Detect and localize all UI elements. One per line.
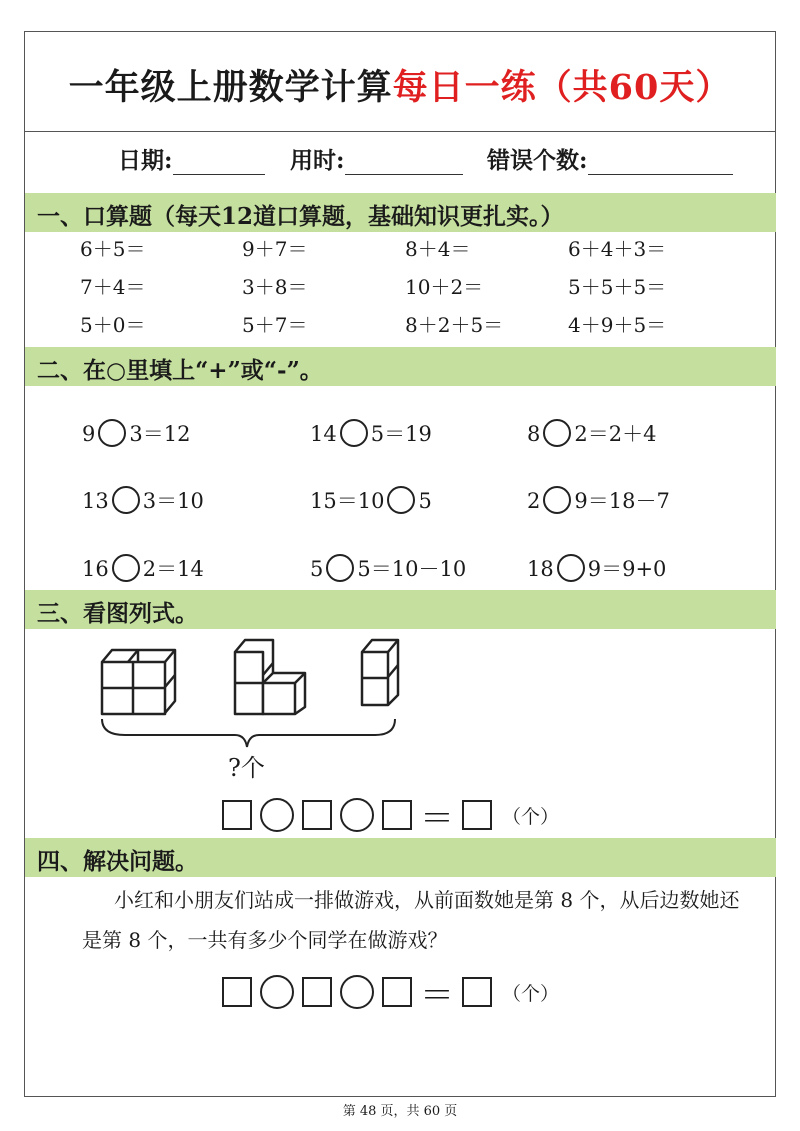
cube-group-1	[102, 650, 175, 714]
answer-box[interactable]	[302, 977, 332, 1007]
answer-box[interactable]	[462, 977, 492, 1007]
fill-right: 5	[418, 489, 432, 513]
fill-problem	[527, 553, 666, 585]
answer-box[interactable]	[382, 800, 412, 830]
fill-problem	[527, 418, 656, 450]
oral-problem: 6＋4＋3＝	[568, 237, 667, 261]
brace	[102, 719, 395, 747]
oral-problem: 6＋5＝	[80, 237, 146, 261]
time-field[interactable]	[290, 142, 463, 175]
oral-problem: 8＋2＋5＝	[405, 313, 504, 337]
fill-left: 9	[82, 422, 96, 446]
cube-group-3	[362, 640, 398, 705]
answer-box[interactable]	[222, 800, 252, 830]
section-3-header	[25, 590, 776, 629]
section-4-header	[25, 838, 776, 877]
title-highlight: 每日一练（共60天）	[392, 67, 732, 108]
fill-right: 2＝2＋4	[574, 422, 657, 446]
question-label: ?个	[228, 754, 265, 782]
errors-label: 错误个数:	[487, 147, 588, 174]
cube-group-2	[235, 640, 305, 714]
operator-circle[interactable]	[557, 554, 585, 582]
oral-problem: 3＋8＝	[242, 275, 308, 299]
fill-problem	[310, 485, 432, 517]
fill-left: 13	[82, 489, 109, 513]
fill-problem	[82, 418, 190, 450]
fill-problem	[310, 418, 432, 450]
fill-left: 14	[310, 422, 337, 446]
oral-problem: 8＋4＝	[405, 237, 471, 261]
fill-problem	[82, 485, 204, 517]
oral-problem: 5＋5＋5＝	[568, 275, 667, 299]
fill-problem	[82, 553, 204, 585]
operator-circle[interactable]	[543, 419, 571, 447]
fill-right: 9＝18－7	[574, 489, 670, 513]
answer-box[interactable]	[302, 800, 332, 830]
operator-circle[interactable]	[260, 798, 294, 832]
fill-left: 2	[527, 489, 541, 513]
oral-problem: 9＋7＝	[242, 237, 308, 261]
fill-left: 18	[527, 557, 554, 581]
operator-circle[interactable]	[340, 798, 374, 832]
fill-right: 5＝19	[370, 422, 432, 446]
operator-circle[interactable]	[112, 486, 140, 514]
answer-box[interactable]	[222, 977, 252, 1007]
operator-circle[interactable]	[326, 554, 354, 582]
equals-sign: ＝	[420, 798, 454, 839]
fill-left: 15＝10	[310, 489, 385, 513]
fill-right: 2＝14	[142, 557, 204, 581]
fill-problem	[310, 553, 466, 585]
time-label: 用时:	[290, 147, 345, 174]
fill-right: 5＝10－10	[357, 557, 467, 581]
fill-left: 8	[527, 422, 541, 446]
operator-circle[interactable]	[98, 419, 126, 447]
errors-field[interactable]	[487, 142, 733, 175]
fill-right: 9＝9+0	[587, 557, 667, 581]
section-3-title: 三、看图列式。	[37, 600, 198, 627]
operator-circle[interactable]	[340, 419, 368, 447]
answer-box[interactable]	[382, 977, 412, 1007]
fill-left: 5	[310, 557, 324, 581]
oral-problem: 5＋0＝	[80, 313, 146, 337]
operator-circle[interactable]	[387, 486, 415, 514]
fill-right: 3＝10	[142, 489, 204, 513]
operator-circle[interactable]	[340, 975, 374, 1009]
section-2-title: 二、在○里填上“+”或“-”。	[37, 357, 323, 384]
section-1-title: 一、口算题（每天12道口算题，基础知识更扎实。）	[37, 203, 564, 230]
title-main: 一年级上册数学计算	[68, 67, 393, 108]
section-2-header	[25, 347, 776, 386]
fill-left: 16	[82, 557, 109, 581]
date-field[interactable]	[118, 142, 265, 175]
picture-equation	[218, 789, 559, 840]
page-footer: 第 48 页，共 60 页	[342, 1104, 458, 1119]
section-4-title: 四、解决问题。	[37, 848, 198, 875]
time-blank[interactable]	[345, 152, 463, 175]
operator-circle[interactable]	[260, 975, 294, 1009]
section-1-header	[25, 193, 776, 232]
date-label: 日期:	[118, 147, 173, 174]
oral-problem: 7＋4＝	[80, 275, 146, 299]
operator-circle[interactable]	[112, 554, 140, 582]
word-problem: 小红和小朋友们站成一排做游戏，从前面数她是第 8 个，从后边数她还是第 8 个，一共有多少个同学在做游戏？	[82, 888, 740, 952]
oral-problem: 10＋2＝	[405, 275, 484, 299]
equals-sign: ＝	[420, 975, 454, 1016]
fill-right: 3＝12	[129, 422, 191, 446]
unit-label: （个）	[502, 982, 560, 1005]
oral-problem: 5＋7＝	[242, 313, 308, 337]
date-blank[interactable]	[173, 152, 265, 175]
fill-problem	[527, 485, 670, 517]
answer-box[interactable]	[462, 800, 492, 830]
errors-blank[interactable]	[588, 152, 733, 175]
operator-circle[interactable]	[543, 486, 571, 514]
divider	[25, 131, 775, 132]
unit-label: （个）	[502, 805, 560, 828]
page-title	[0, 60, 800, 110]
oral-problem: 4＋9＋5＝	[568, 313, 667, 337]
problem-equation	[218, 966, 559, 1017]
